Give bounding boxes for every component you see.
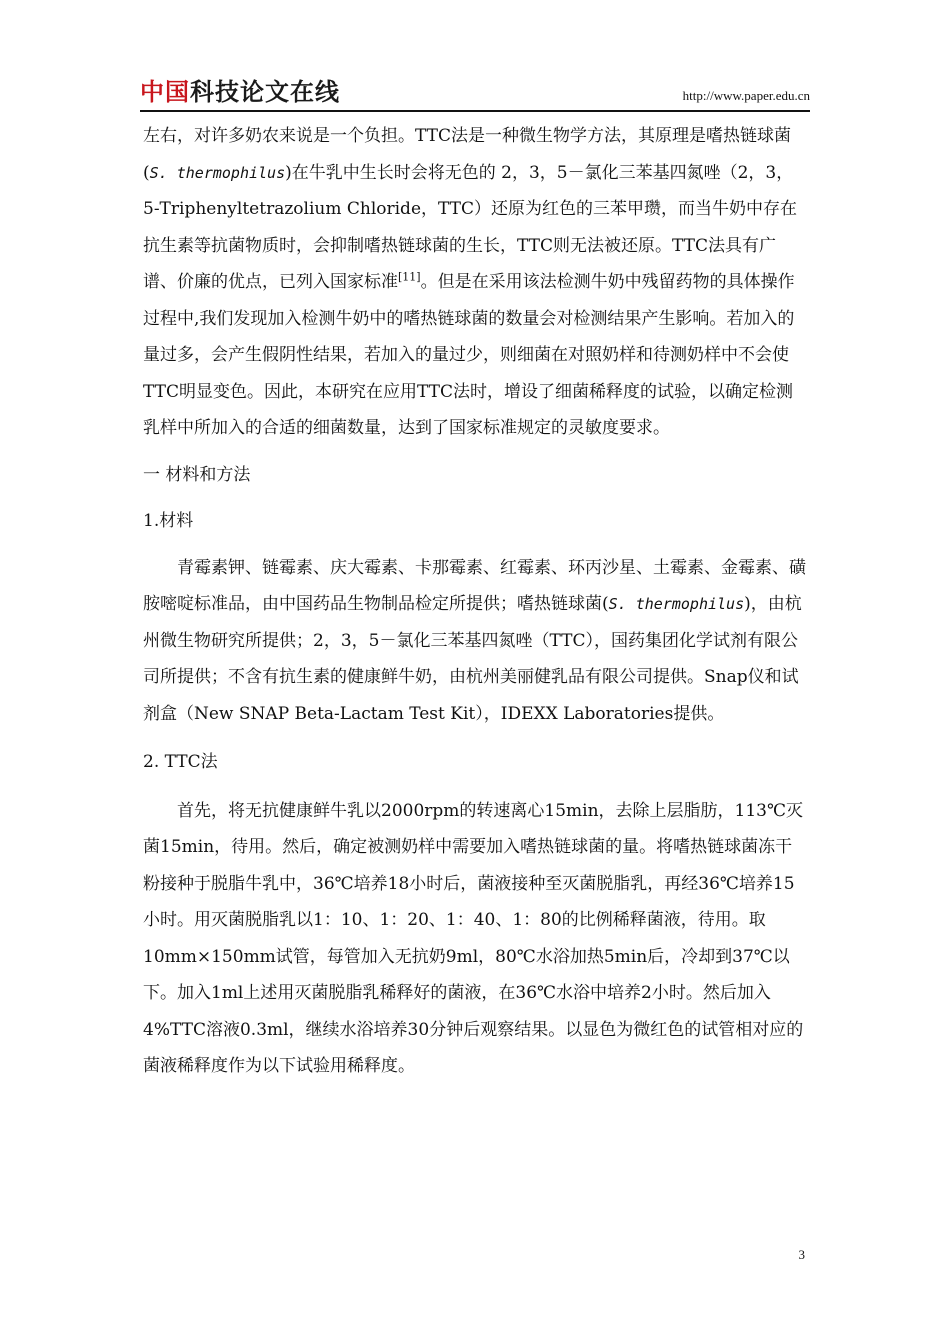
materials-heading: 1.材料 [143, 511, 194, 531]
materials-text-a: 青霉素钾、链霉素、庆大霉素、卡那霉素、红霉素、环丙沙星、土霉素、金霉素、磺胺嘧啶标准品，由中国药品生物制品检定所提供；嗜热链球菌( [143, 557, 806, 614]
page-number: 3 [798, 1247, 805, 1262]
section-heading: 一 材料和方法 [143, 464, 251, 485]
materials-text-b: )，由杭州微生物研究所提供；2，3，5－氯化三苯基四氮唑（TTC），国药集团化学试剂有限公司所提供；不含有抗生素的健康鲜牛奶，由杭州美丽健乳品有限公司提供。Snap仪和试剂盒（New SNAP Beta-Lactam Test Kit），IDEXX Laboratories提供。 [143, 594, 802, 724]
intro-text-c: 。但是在采用该法检测牛奶中残留药物的具体操作过程中,我们发现加入检测牛奶中的嗜热链球菌的数量会对检测结果产生影响。若加入的量过多，会产生假阴性结果，若加入的量过少，则细菌在对照奶样和待测奶样中不会使TTC明显变色。因此，本研究在应用TTC法时，增设了细菌稀释度的试验，以确定检测乳样中所加入的合适的细菌数量，达到了国家标准规定的灵敏度要求。 [143, 272, 795, 438]
logo-dark-text: 科技论文在线 [190, 78, 340, 106]
intro-paragraph [143, 118, 807, 447]
header-url[interactable]: http://www.paper.edu.cn [682, 88, 810, 103]
ttc-paragraph: 首先，将无抗健康鲜牛乳以2000rpm的转速离心15min，去除上层脂肪，113℃灭菌15min，待用。然后，确定被测奶样中需要加入嗜热链球菌的量。将嗜热链球菌冻干粉接种于脱脂牛乳中，36℃培养18小时后，菌液接种至灭菌脱脂乳，再经36℃培养15小时。用灭菌脱脂乳以1：10、1：20、1：40、1：80的比例稀释菌液，待用。取10mm×150mm试管，每管加入无抗奶9ml，80℃水浴加热5min后，冷却到37℃以下。加入1ml上述用灭菌脱脂乳稀释好的菌液，在36℃水浴中培养2小时。然后加入4%TTC溶液0.3ml，继续水浴培养30分钟后观察结果。以显色为微红色的试管相对应的菌液稀释度作为以下试验用稀释度。 [143, 800, 804, 1076]
materials-paragraph [143, 550, 807, 733]
intro-text-b: )在牛乳中生长时会将无色的 2，3，5－氯化三苯基四氮唑（2，3，5-Triphenyltetrazolium Chloride，TTC）还原为红色的三苯甲瓒，而当牛奶中存在抗生素等抗菌物质时，会抑制嗜热链球菌的生长，TTC则无法被还原。TTC法具有广谱、价廉的优点，已列入国家标准 [143, 162, 798, 292]
journal-logo [140, 78, 340, 106]
intro-latin-name: S. thermophilus [149, 163, 286, 182]
logo-red-text: 中国 [140, 78, 190, 106]
header-rule [140, 110, 810, 112]
materials-latin-name: S. thermophilus [608, 595, 745, 613]
ttc-heading: 2. TTC法 [143, 752, 218, 772]
page-header [140, 78, 810, 108]
citation-ref: [11] [398, 270, 421, 284]
article-body [143, 118, 807, 1085]
intro-text-a: 左右，对许多奶农来说是一个负担。TTC法是一种微生物学方法，其原理是嗜热链球菌( [143, 126, 791, 183]
